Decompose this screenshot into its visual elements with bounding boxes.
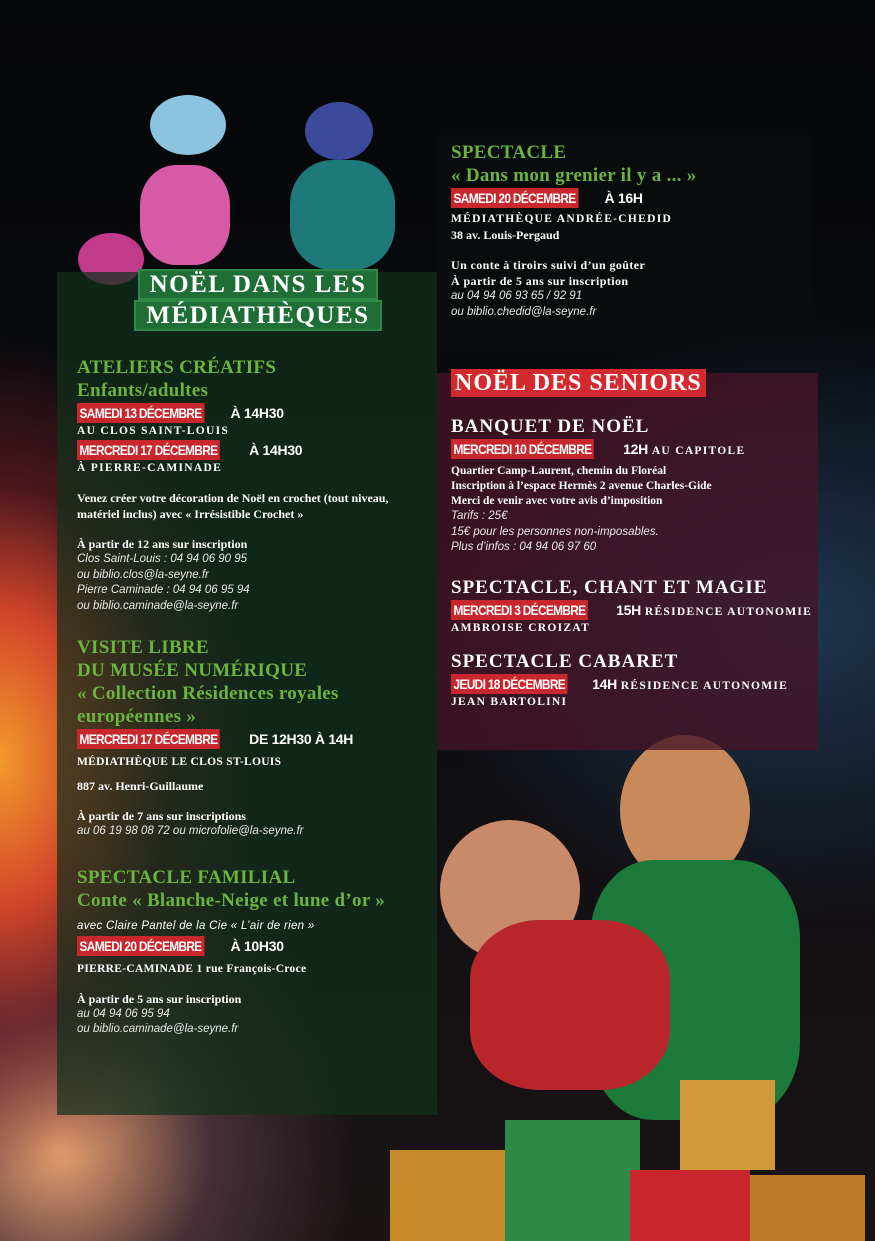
date-tag: MERCREDI 17 DÉCEMBRE bbox=[77, 729, 220, 749]
visite-libre: VISITE LIBRE DU MUSÉE NUMÉRIQUE « Collection Résidences royales européennes » MERCREDI 17 DÉCEMBRE DE 12H30 À 14H MÉDIATHÈQUE LE CLOS ST-LOUIS 887 av. Henri-Guillaume À partir de 7 ans sur inscriptions au 06 19 98 08 72 ou microfolie@la-seyne.fr bbox=[77, 636, 437, 840]
email-link[interactable]: ou biblio.caminade@la-seyne.fr bbox=[77, 1023, 239, 1035]
email-link[interactable]: ou biblio.clos@la-seyne.fr bbox=[77, 568, 209, 581]
email-link[interactable]: ou biblio.caminade@la-seyne.fr bbox=[77, 599, 239, 612]
noel-seniors-panel bbox=[437, 370, 818, 750]
mediatheques-panel bbox=[57, 272, 437, 1115]
spectacle-grenier-panel: SPECTACLE « Dans mon grenier il y a ... » SAMEDI 20 DÉCEMBRE À 16H MÉDIATHÈQUE ANDRÉE-CHEDID 38 av. Louis-Pergaud Un conte à tiroirs suivi d’un goûter À partir de 5 ans sur inscription au 04 94 06 93 65 / 92 91 ou biblio.chedid@la-seyne.fr bbox=[437, 135, 812, 345]
contact-info: au 06 19 98 08 72 ou microfolie@la-seyne.fr bbox=[77, 825, 304, 837]
seniors-title: NOËL DES SENIORS bbox=[451, 369, 706, 397]
cabaret: SPECTACLE CABARET JEUDI 18 DÉCEMBRE 14H RÉSIDENCE AUTONOMIE JEAN BARTOLINI bbox=[451, 650, 789, 708]
date-tag: SAMEDI 13 DÉCEMBRE bbox=[77, 403, 204, 423]
main-title: NOËL DANS LES MÉDIATHÈQUES bbox=[38, 270, 478, 332]
spectacle-familial: SPECTACLE FAMILIAL Conte « Blanche-Neige et lune d’or » avec Claire Pantel de la Cie « L’air de rien » SAMEDI 20 DÉCEMBRE À 10H30 PIERRE-CAMINADE 1 rue François-Croce À partir de 5 ans sur inscription au 04 94 06 95 94 ou biblio.caminade@la-seyne.fr bbox=[77, 866, 437, 1038]
date-tag: SAMEDI 20 DÉCEMBRE bbox=[77, 936, 204, 956]
banquet: BANQUET DE NOËL MERCREDI 10 DÉCEMBRE 12H AU CAPITOLE Quartier Camp-Laurent, chemin du Floréal Inscription à l’espace Hermès 2 avenue Charles-Gide Merci de venir avec votre avis d’imposition Tarifs : 25€ 15€ pour les personnes non-imposables. Plus d’infos : 04 94 06 97 60 bbox=[451, 416, 746, 553]
date-tag: MERCREDI 17 DÉCEMBRE bbox=[77, 440, 220, 460]
date-tag: JEUDI 18 DÉCEMBRE bbox=[451, 674, 568, 694]
date-tag: MERCREDI 10 DÉCEMBRE bbox=[451, 439, 594, 459]
ateliers-creatifs: ATELIERS CRÉATIFS Enfants/adultes SAMEDI 13 DÉCEMBRE À 14H30 AU CLOS SAINT-LOUIS MERCREDI 17 DÉCEMBRE À 14H30 À PIERRE-CAMINADE Venez créer votre décoration de Noël en crochet (tout niveau, matériel inclus) avec « Irrésistible Crochet » À partir de 12 ans sur inscription Clos Saint-Louis : 04 94 06 90 95 ou biblio.clos@la-seyne.fr Pierre Caminade : 04 94 06 95 94 ou biblio.caminade@la-seyne.fr bbox=[77, 356, 437, 614]
email-link[interactable]: ou biblio.chedid@la-seyne.fr bbox=[451, 305, 597, 318]
date-tag: MERCREDI 3 DÉCEMBRE bbox=[451, 600, 588, 620]
chant-magie: SPECTACLE, CHANT ET MAGIE MERCREDI 3 DÉCEMBRE 15H RÉSIDENCE AUTONOMIE AMBROISE CROIZAT bbox=[451, 576, 813, 634]
date-tag: SAMEDI 20 DÉCEMBRE bbox=[451, 188, 578, 208]
